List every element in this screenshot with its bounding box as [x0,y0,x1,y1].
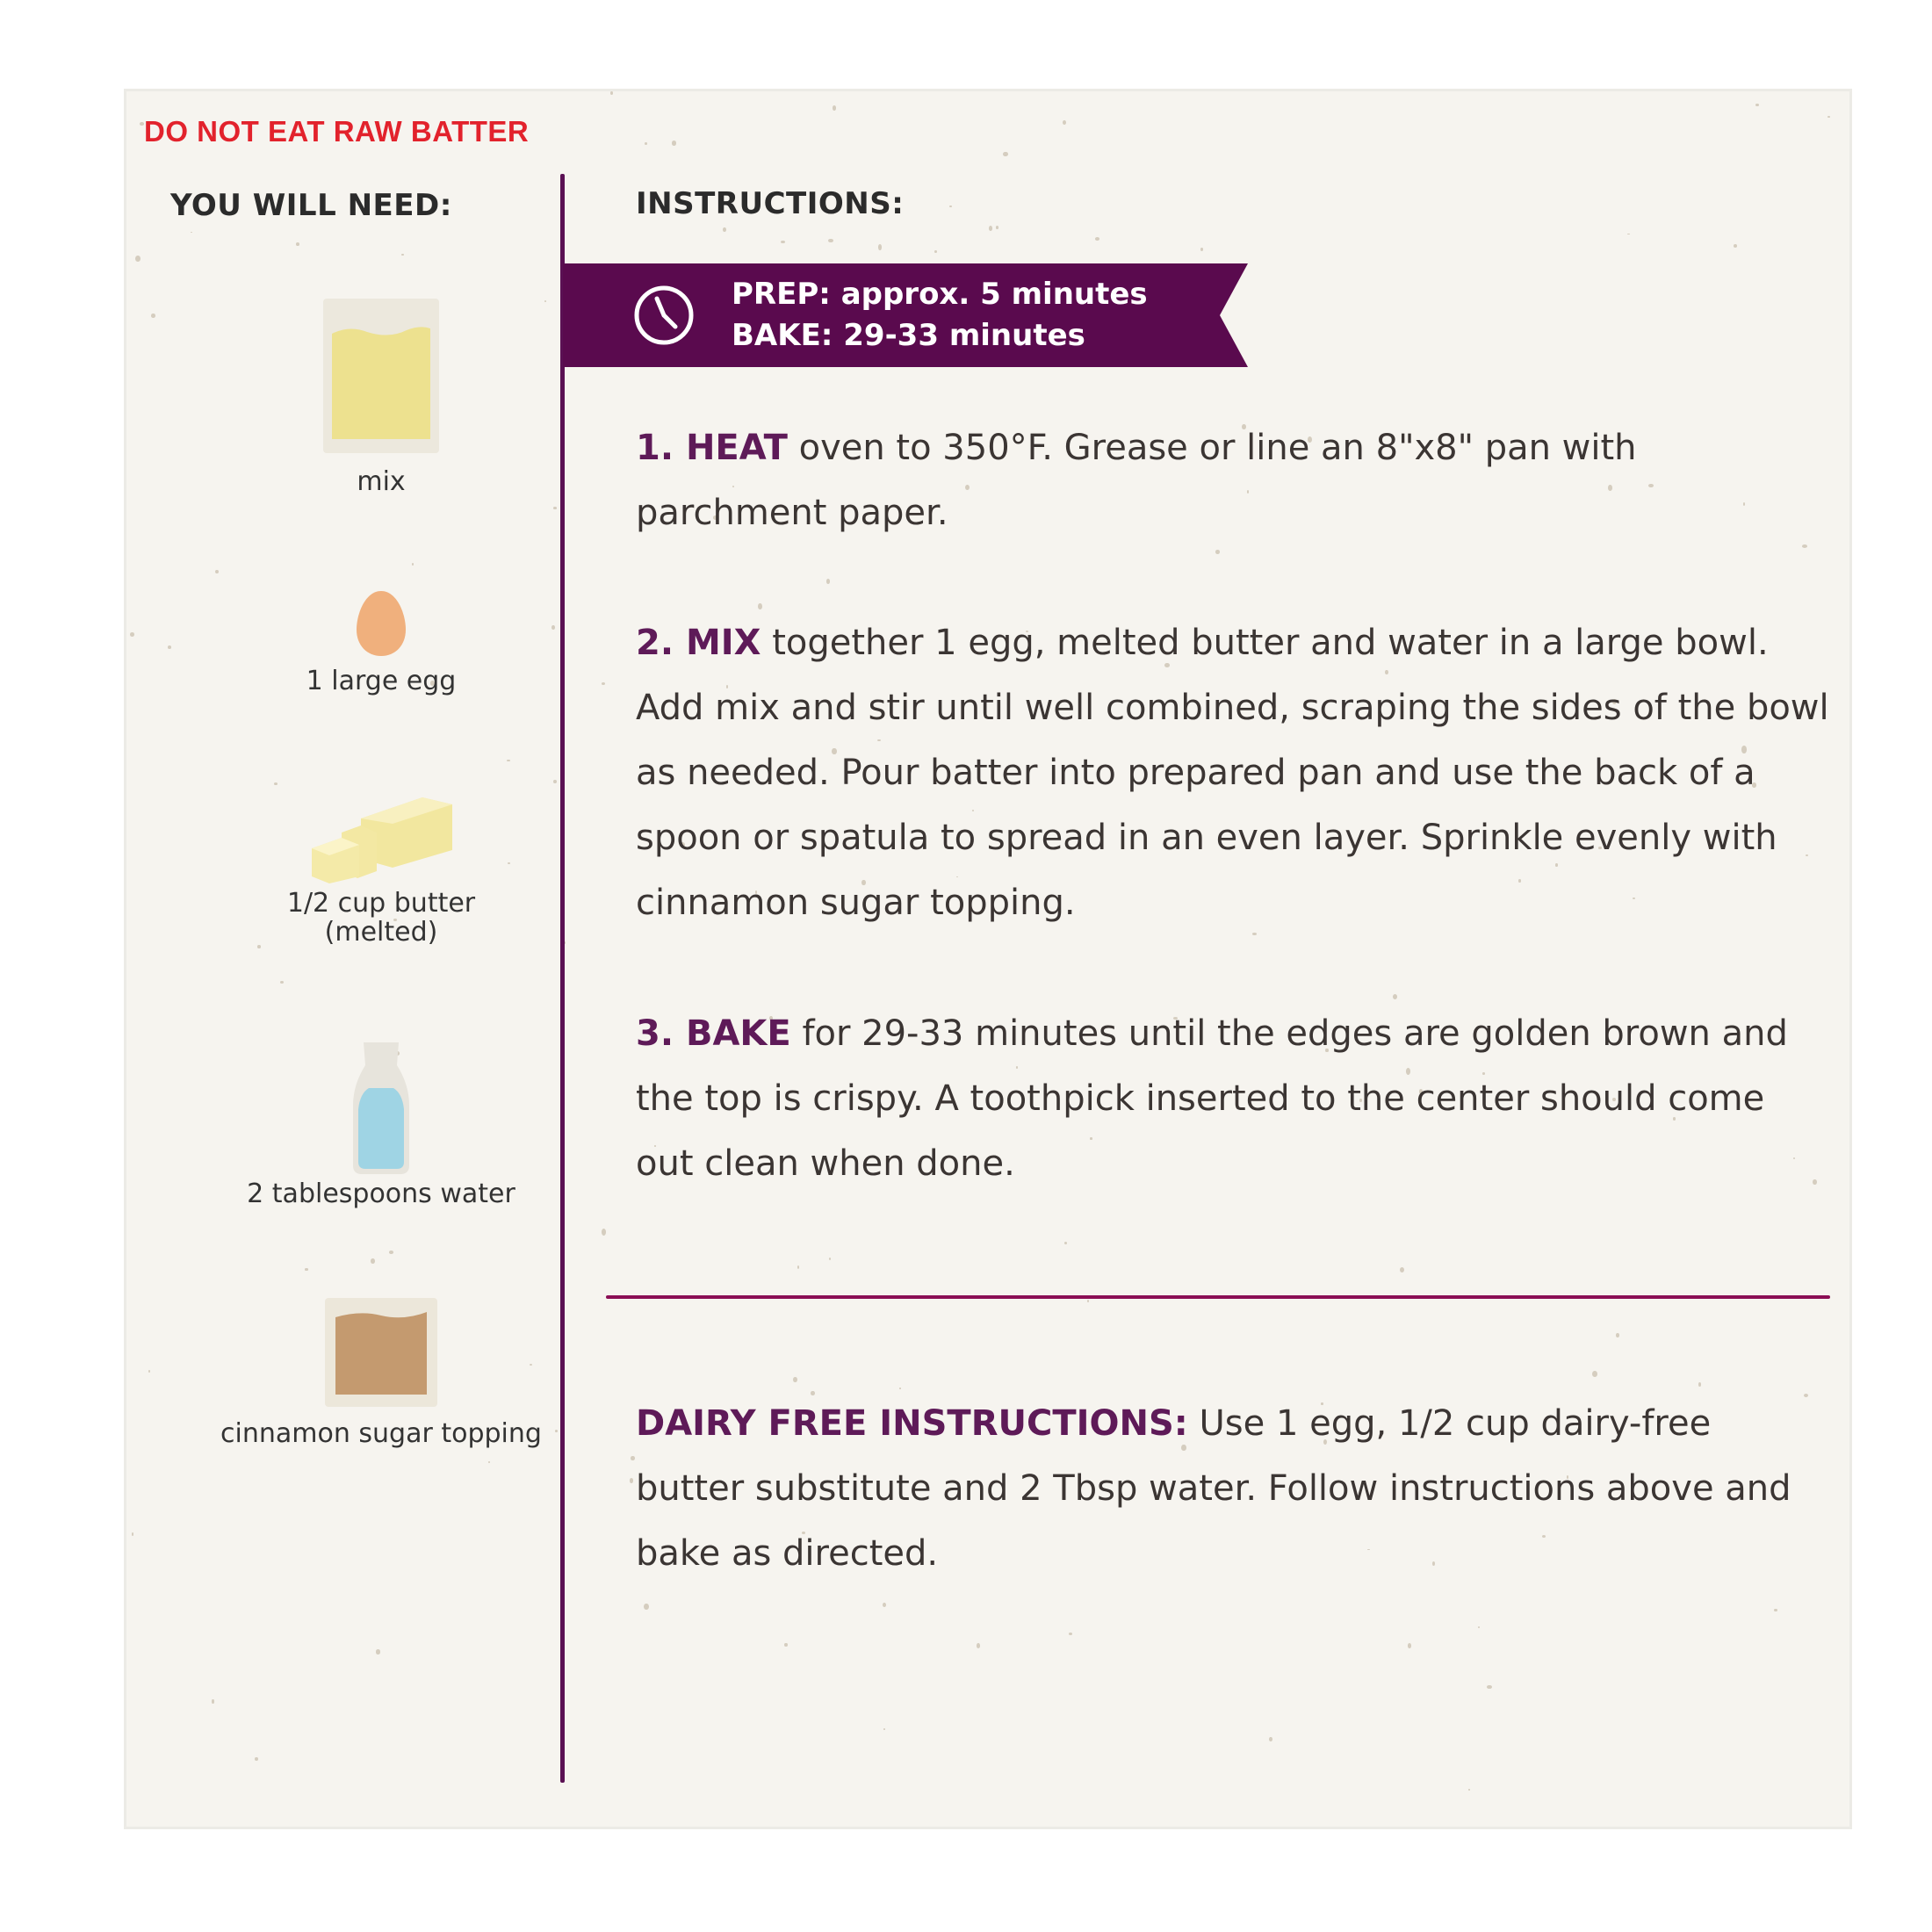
paper-speck [996,226,998,229]
timing-banner [563,263,1248,367]
water-bottle-icon [351,1042,411,1174]
paper-speck [305,1268,307,1271]
paper-speck [1592,1371,1597,1377]
paper-speck [784,1643,787,1647]
step-text: for 29-33 minutes until the edges are golden brown and the top is crispy. A toothpick inserted to the center should come out clean when done. [636,1013,1788,1184]
prep-value: approx. 5 minutes [840,277,1148,312]
paper-speck [215,570,219,573]
paper-speck [1827,116,1830,118]
paper-speck [602,682,605,685]
prep-time [732,274,1148,315]
paper-speck [488,1461,490,1463]
raw-batter-warning: DO NOT EAT RAW BATTER [144,115,530,148]
paper-speck [507,760,510,761]
paper-speck [1774,1609,1777,1612]
dairy-free-text: Use 1 egg, 1/2 cup dairy-free butter substitute and 2 Tbsp water. Follow instructions above and bake as directed. [636,1403,1791,1574]
paper-speck [168,645,171,649]
prep-label: PREP: [732,277,831,312]
paper-speck [1734,244,1737,248]
cinnamon-sugar-pouch-icon [325,1298,437,1407]
paper-speck [610,91,614,95]
ingredient-label: mix [357,466,406,497]
ingredient-label-note: (melted) [324,917,438,948]
paper-speck [1478,1626,1481,1628]
paper-speck [878,244,882,250]
paper-speck [1755,104,1758,106]
ingredient-label: 1/2 cup butter [286,888,476,919]
paper-speck [274,782,278,785]
paper-speck [132,1532,134,1536]
paper-speck [553,780,557,783]
paper-speck [949,205,952,207]
paper-speck [1087,1300,1089,1302]
paper-speck [212,1699,214,1703]
paper-speck [1069,1633,1072,1635]
paper-speck [1003,152,1008,157]
paper-speck [401,254,403,256]
ingredient-label: 1 large egg [306,666,457,696]
paper-speck [1063,120,1066,125]
paper-speck [1095,237,1100,241]
recipe-card [124,89,1852,1829]
step-heat [636,415,1830,545]
paper-speck [672,141,676,145]
paper-speck [630,1478,633,1483]
paper-speck [280,981,284,984]
paper-speck [758,603,762,609]
paper-speck [1616,1333,1619,1337]
paper-speck [797,1265,800,1269]
ingredient-butter [214,797,548,947]
bake-value: 29-33 minutes [843,318,1085,353]
paper-speck [1269,1737,1272,1741]
dairy-free-heading: DAIRY FREE INSTRUCTIONS: [636,1403,1188,1444]
paper-speck [828,239,833,242]
paper-speck [140,122,144,126]
paper-speck [412,563,415,566]
step-heading: 2. MIX [636,623,761,663]
ingredient-water [214,1042,548,1208]
paper-speck [781,241,784,243]
paper-speck [296,242,299,246]
paper-speck [1393,994,1397,999]
paper-speck [793,1377,797,1382]
paper-speck [899,1388,901,1389]
paper-speck [1064,1242,1068,1244]
egg-icon [353,589,409,658]
timing-text [732,274,1148,357]
paper-speck [829,1258,831,1260]
paper-speck [151,314,155,317]
paper-speck [1400,1267,1404,1272]
paper-speck [1200,248,1203,251]
clock-icon [633,285,695,346]
ingredient-egg [214,589,548,696]
paper-speck [989,226,992,231]
paper-speck [826,579,830,584]
paper-speck [371,1258,374,1264]
mix-pouch-icon [323,299,439,453]
paper-speck [191,232,193,234]
step-text: oven to 350°F. Grease or line an 8"x8" pan with parchment paper. [636,428,1637,533]
ingredient-label: 2 tablespoons water [247,1179,515,1209]
step-bake [636,1001,1830,1196]
paper-speck [883,1728,885,1730]
paper-speck [602,1229,606,1236]
paper-speck [255,1757,258,1761]
paper-speck [631,1456,635,1460]
bake-label: BAKE: [732,318,833,353]
dairy-free-instructions [636,1391,1830,1586]
paper-speck [555,1430,559,1432]
paper-speck [934,250,937,253]
paper-speck [376,1649,380,1654]
paper-speck [130,632,135,637]
paper-speck [883,1603,886,1607]
paper-speck [723,227,725,232]
paper-speck [1215,550,1220,554]
paper-speck [1468,1789,1470,1791]
you-will-need-heading: YOU WILL NEED: [170,188,452,223]
instructions-heading: INSTRUCTIONS: [636,186,905,221]
paper-speck [1698,1382,1702,1387]
step-mix [636,610,1830,935]
paper-speck [389,1251,393,1254]
step-text: together 1 egg, melted butter and water in a large bowl. Add mix and stir until well combined, scraping the sides of the bowl as needed. Pour batter into prepared pan and use the back of a spoon or spatula to spread in an even layer. Sprinkle evenly with cinnamon sugar topping. [636,623,1829,923]
paper-speck [645,142,647,145]
step-heading: 1. HEAT [636,428,788,468]
ingredient-label: cinnamon sugar topping [220,1418,542,1449]
ingredient-mix [214,299,548,496]
butter-icon [306,797,456,883]
paper-speck [135,256,141,262]
section-divider [606,1295,1830,1299]
paper-speck [977,1643,981,1648]
paper-speck [553,507,556,509]
paper-speck [833,105,836,110]
column-divider [560,174,565,1783]
paper-speck [148,1370,151,1373]
paper-speck [1408,1643,1411,1648]
paper-speck [1627,234,1629,235]
ingredient-cinnamon-sugar [214,1298,548,1448]
step-heading: 3. BAKE [636,1013,791,1054]
bake-time [732,315,1148,357]
paper-speck [551,625,555,630]
paper-speck [644,1604,649,1610]
paper-speck [1487,1685,1492,1690]
